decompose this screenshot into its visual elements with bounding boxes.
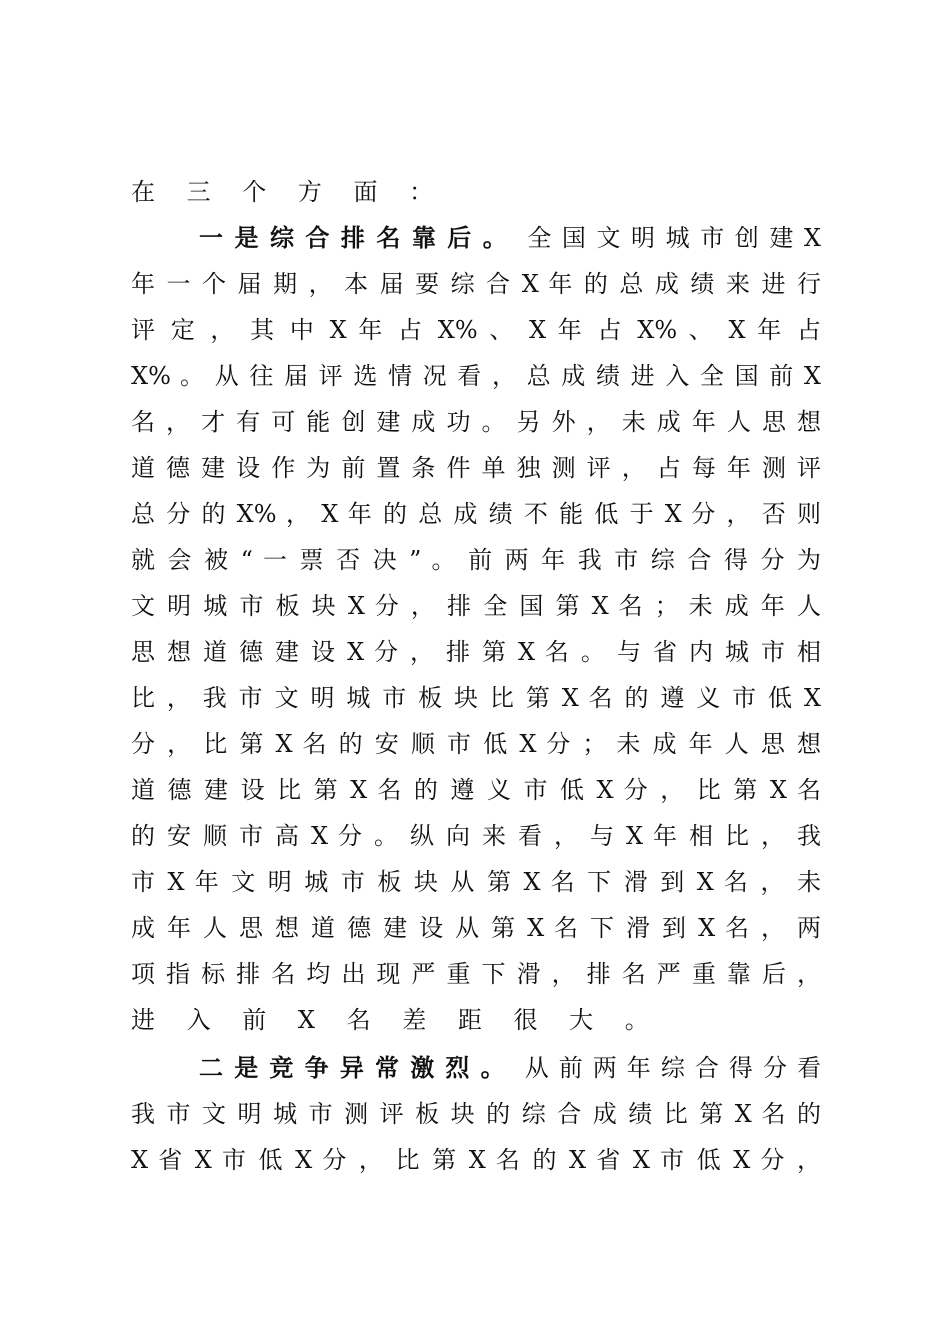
para1-line-16: 项 指 标 排 名 均 出 现 严 重 下 滑 ， 排 名 严 重 靠 后 ， <box>131 960 821 988</box>
para2-heading: 二是竞争异常激烈。 <box>199 1053 516 1082</box>
para1-line-1: 年 一 个 届 期 ， 本 届 要 综 合 X 年 的 总 成 绩 来 进 行 <box>131 270 821 298</box>
para1-line-15: 成 年 人 思 想 道 德 建 设 从 第 X 名 下 滑 到 X 名 ， 两 <box>131 914 821 942</box>
para1-line-11: 分 ， 比 第 X 名 的 安 顺 市 低 X 分 ； 未 成 年 人 思 想 <box>131 730 821 758</box>
para1-line-0: 全 国 文 明 城 市 创 建 X <box>527 224 821 252</box>
para2-line-1: 我 市 文 明 城 市 测 评 板 块 的 综 合 成 绩 比 第 X 名 的 <box>131 1100 821 1128</box>
para1-line-7: 就 会 被 “ 一 票 否 决 ” 。 前 两 年 我 市 综 合 得 分 为 <box>131 546 821 574</box>
para1-line-14: 市 X 年 文 明 城 市 板 块 从 第 X 名 下 滑 到 X 名 ， 未 <box>131 868 821 896</box>
para2-first-line <box>199 1045 821 1091</box>
para1-first-line <box>199 215 821 261</box>
para1-line-10: 比 ， 我 市 文 明 城 市 板 块 比 第 X 名 的 遵 义 市 低 X <box>131 684 821 712</box>
para1-line-4: 名 ， 才 有 可 能 创 建 成 功 。 另 外 ， 未 成 年 人 思 想 <box>131 408 821 436</box>
para2-line-2: X 省 X 市 低 X 分 ， 比 第 X 名 的 X 省 X 市 低 X 分 ， <box>131 1146 821 1174</box>
para1-line-17: 进 入 前 X 名 差 距 很 大 。 <box>131 1006 661 1034</box>
para2-line-0: 从 前 两 年 综 合 得 分 看 <box>524 1054 821 1082</box>
para1-line-2: 评 定 ， 其 中 X 年 占 X% 、 X 年 占 X% 、 X 年 占 <box>131 316 821 344</box>
para1-line-8: 文 明 城 市 板 块 X 分 ， 排 全 国 第 X 名 ； 未 成 年 人 <box>131 592 821 620</box>
para1-line-6: 总 分 的 X% ， X 年 的 总 成 绩 不 能 低 于 X 分 ， 否 则 <box>131 500 821 528</box>
para1-heading: 一是综合排名靠后。 <box>199 223 519 252</box>
para1-line-13: 的 安 顺 市 高 X 分 。 纵 向 来 看 ， 与 X 年 相 比 ， 我 <box>131 822 821 850</box>
para1-line-12: 道 德 建 设 比 第 X 名 的 遵 义 市 低 X 分 ， 比 第 X 名 <box>131 776 821 804</box>
para1-line-3: X% 。 从 往 届 评 选 情 况 看 ， 总 成 绩 进 入 全 国 前 X <box>131 362 821 390</box>
para1-line-9: 思 想 道 德 建 设 X 分 ， 排 第 X 名 。 与 省 内 城 市 相 <box>131 638 821 666</box>
para1-line-5: 道 德 建 设 作 为 前 置 条 件 单 独 测 评 ， 占 每 年 测 评 <box>131 454 821 482</box>
intro-line: 在 三 个 方 面 ： <box>131 178 446 206</box>
